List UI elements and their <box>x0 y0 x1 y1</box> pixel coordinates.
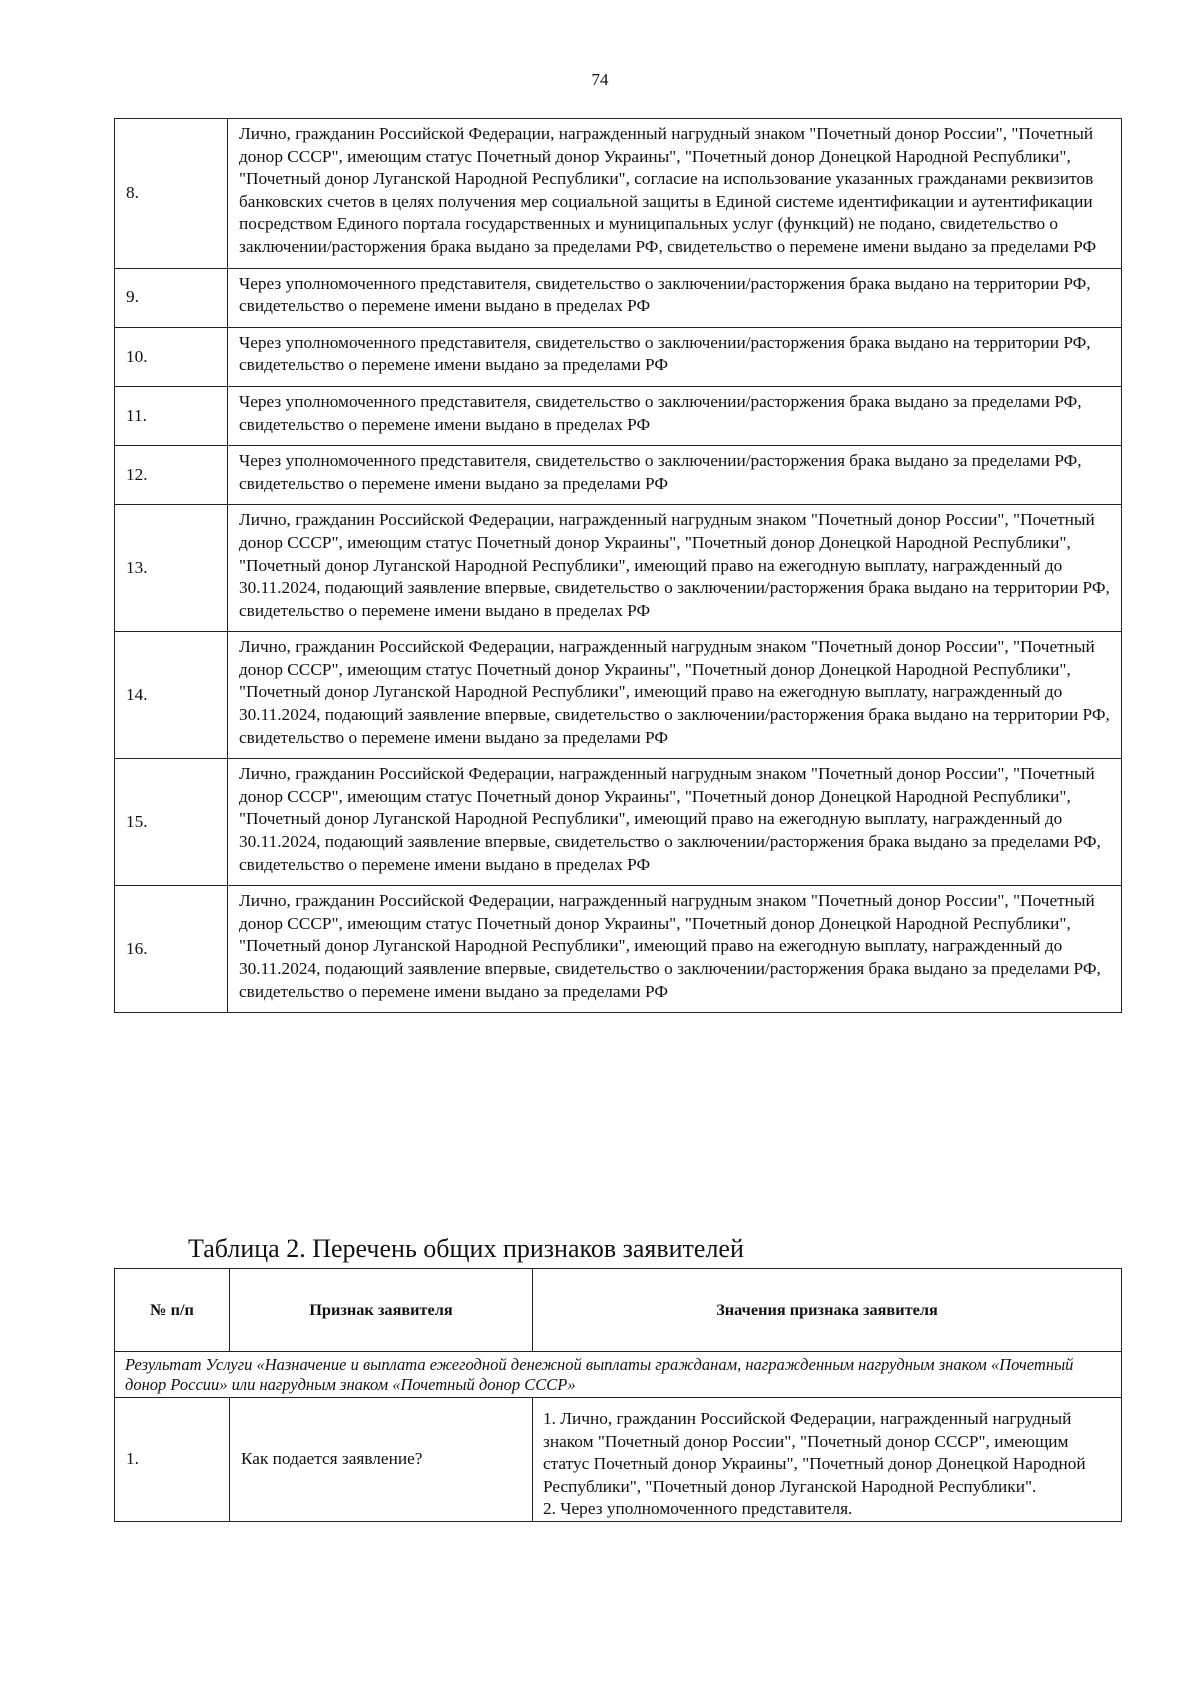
table-row <box>115 886 1122 1013</box>
table-row <box>115 327 1122 386</box>
row-description: Через уполномоченного представителя, свидетельство о заключении/расторжения брака выдано за пределами РФ, свидетельство о перемене имени выдано за пределами РФ <box>228 446 1122 505</box>
table-header-row <box>115 1269 1122 1352</box>
row-number: 15. <box>115 759 228 886</box>
row-number: 9. <box>115 268 228 327</box>
header-number: № п/п <box>115 1269 230 1352</box>
row-number: 16. <box>115 886 228 1013</box>
applicant-signs-table <box>114 1268 1122 1522</box>
row-description: Лично, гражданин Российской Федерации, награжденный нагрудным знаком "Почетный донор России", "Почетный донор СССР", имеющим статус Почетный донор Украины", "Почетный донор Донецкой Народной Республики", "Почетный донор Луганской Народной Республики", имеющий право на ежегодную выплату, награжденный до 30.11.2024, подающий заявление впервые, свидетельство о заключении/расторжения брака выдано за пределами РФ, свидетельство о перемене имени выдано в пределах РФ <box>228 759 1122 886</box>
row-description: Лично, гражданин Российской Федерации, награжденный нагрудным знаком "Почетный донор России", "Почетный донор СССР", имеющим статус Почетный донор Украины", "Почетный донор Донецкой Народной Республики", "Почетный донор Луганской Народной Республики", имеющий право на ежегодную выплату, награжденный до 30.11.2024, подающий заявление впервые, свидетельство о заключении/расторжения брака выдано на территории РФ, свидетельство о перемене имени выдано в пределах РФ <box>228 505 1122 632</box>
header-sign: Признак заявителя <box>230 1269 533 1352</box>
applicant-variants-table <box>114 118 1122 1013</box>
row-number: 10. <box>115 327 228 386</box>
table-row <box>115 386 1122 445</box>
table-row <box>115 632 1122 759</box>
header-values: Значения признака заявителя <box>533 1269 1122 1352</box>
row-description: Лично, гражданин Российской Федерации, награжденный нагрудным знаком "Почетный донор России", "Почетный донор СССР", имеющим статус Почетный донор Украины", "Почетный донор Донецкой Народной Республики", "Почетный донор Луганской Народной Республики", имеющий право на ежегодную выплату, награжденный до 30.11.2024, подающий заявление впервые, свидетельство о заключении/расторжения брака выдано за пределами РФ, свидетельство о перемене имени выдано за пределами РФ <box>228 886 1122 1013</box>
table-row <box>115 505 1122 632</box>
row-description: Лично, гражданин Российской Федерации, награжденный нагрудный знаком "Почетный донор России", "Почетный донор СССР", имеющим статус Почетный донор Украины", "Почетный донор Донецкой Народной Республики", "Почетный донор Луганской Народной Республики", согласие на использование указанных гражданами реквизитов банковских счетов в целях получения мер социальной защиты в Единой системе идентификации и аутентификации посредством Единого портала государственных и муниципальных услуг (функций) не подано, свидетельство о заключении/расторжения брака выдано за пределами РФ, свидетельство о перемене имени выдано за пределами РФ <box>228 119 1122 269</box>
result-row <box>115 1352 1122 1398</box>
table-row <box>115 119 1122 269</box>
page-number: 74 <box>591 70 609 89</box>
row-number: 13. <box>115 505 228 632</box>
row-number: 14. <box>115 632 228 759</box>
row-values <box>533 1398 1122 1522</box>
row-description: Лично, гражданин Российской Федерации, награжденный нагрудным знаком "Почетный донор России", "Почетный донор СССР", имеющим статус Почетный донор Украины", "Почетный донор Донецкой Народной Республики", "Почетный донор Луганской Народной Республики", имеющий право на ежегодную выплату, награжденный до 30.11.2024, подающий заявление впервые, свидетельство о заключении/расторжения брака выдано на территории РФ, свидетельство о перемене имени выдано за пределами РФ <box>228 632 1122 759</box>
row-number: 1. <box>115 1398 230 1522</box>
value-item: 1. Лично, гражданин Российской Федерации, награжденный нагрудный знаком "Почетный донор России", "Почетный донор СССР", имеющим статус Почетный донор Украины", "Почетный донор Донецкой Народной Республики", "Почетный донор Луганской Народной Республики". <box>543 1409 1086 1496</box>
table-row <box>115 759 1122 886</box>
table-row <box>115 446 1122 505</box>
row-description: Через уполномоченного представителя, свидетельство о заключении/расторжения брака выдано на территории РФ, свидетельство о перемене имени выдано за пределами РФ <box>228 327 1122 386</box>
row-sign: Как подается заявление? <box>230 1398 533 1522</box>
row-number: 12. <box>115 446 228 505</box>
value-item: 2. Через уполномоченного представителя. <box>543 1499 853 1518</box>
table-row <box>115 1398 1122 1522</box>
table-row <box>115 268 1122 327</box>
row-description: Через уполномоченного представителя, свидетельство о заключении/расторжения брака выдано за пределами РФ, свидетельство о перемене имени выдано в пределах РФ <box>228 386 1122 445</box>
row-description: Через уполномоченного представителя, свидетельство о заключении/расторжения брака выдано на территории РФ, свидетельство о перемене имени выдано в пределах РФ <box>228 268 1122 327</box>
row-number: 11. <box>115 386 228 445</box>
service-result-text: Результат Услуги «Назначение и выплата ежегодной денежной выплаты гражданам, награжденным нагрудным знаком «Почетный донор России» или нагрудным знаком «Почетный донор СССР» <box>115 1352 1122 1398</box>
table-title: Таблица 2. Перечень общих признаков заявителей <box>188 1234 744 1263</box>
row-number: 8. <box>115 119 228 269</box>
